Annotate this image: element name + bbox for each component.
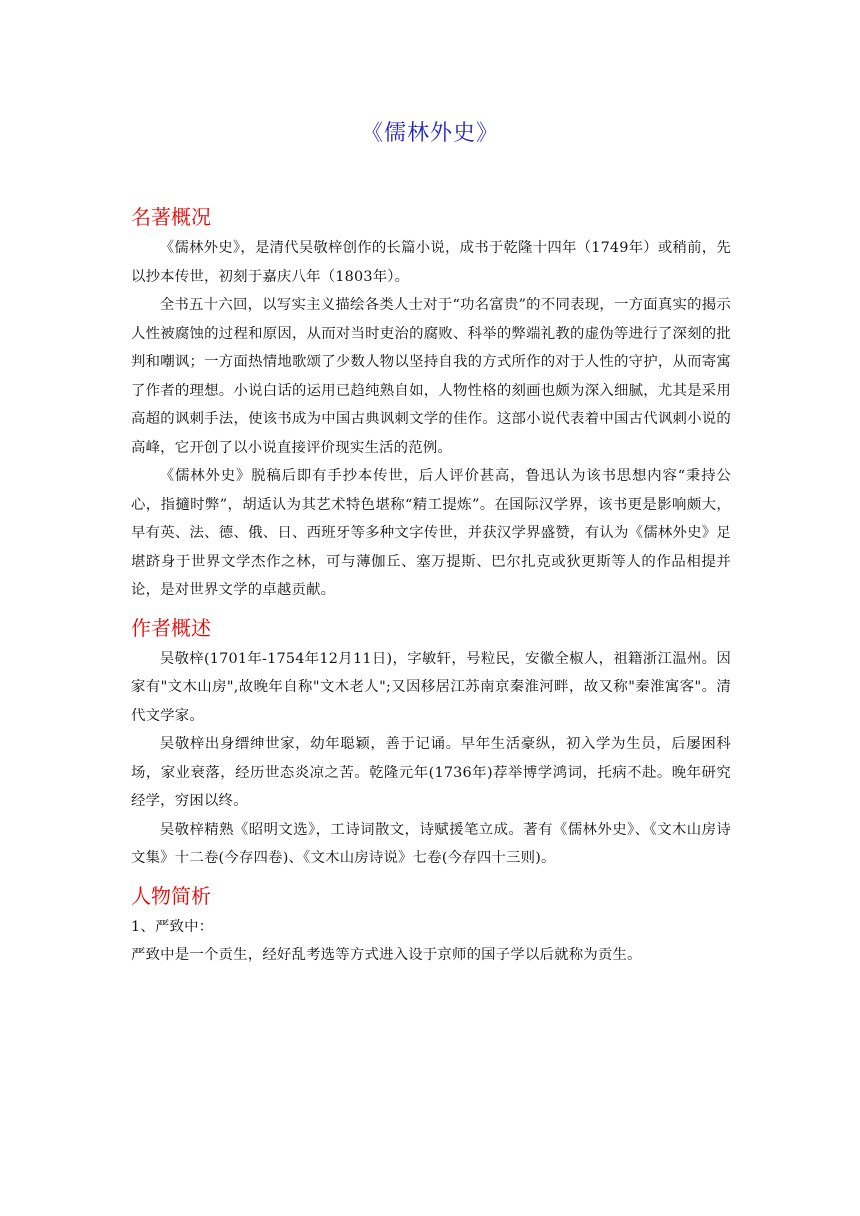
paragraph: 《儒林外史》脱稿后即有手抄本传世，后人评价甚高，鲁迅认为该书思想内容“秉持公心，指擿时弊”，胡适认为其艺术特色堪称“精工提炼”。在国际汉学界，该书更是影响颇大，早有英、法、德、俄、日、西班牙等多种文字传世，并获汉学界盛赞，有认为《儒林外史》足堪跻身于世界文学杰作之林，可与薄伽丘、塞万提斯、巴尔扎克或狄更斯等人的作品相提并论，是对世界文学的卓越贡献。 bbox=[131, 468, 731, 598]
paragraph: 严致中是一个贡生，经好乱考选等方式进入设于京师的国子学以后就称为贡生。 bbox=[131, 947, 642, 963]
document-body bbox=[131, 200, 731, 970]
paragraph: 吴敬梓出身缙绅世家，幼年聪颖，善于记诵。早年生活豪纵，初入学为生员，后屡困科场，家业衰落，经历世态炎凉之苦。乾隆元年(1736年)荐举博学鸿词，托病不赴。晚年研究经学，穷困以终。 bbox=[131, 736, 731, 809]
paragraph: 吴敬梓(1701年-1754年12月11日)，字敏轩，号粒民，安徽全椒人，祖籍浙江温州。因家有"文木山房",故晚年自称"文木老人";又因移居江苏南京秦淮河畔，故又称"秦淮寓客"。清代文学家。 bbox=[131, 650, 731, 724]
paragraph: 全书五十六回，以写实主义描绘各类人士对于“功名富贵”的不同表现，一方面真实的揭示人性被腐蚀的过程和原因，从而对当时吏治的腐败、科举的弊端礼教的虚伪等进行了深刻的批判和嘲讽；一方面热情地歌颂了少数人物以坚持自我的方式所作的对于人性的守护，从而寄寓了作者的理想。小说白话的运用已趋纯熟自如，人物性格的刻画也颇为深入细腻，尤其是采用高超的讽刺手法，使该书成为中国古典讽刺文学的佳作。这部小说代表着中国古代讽刺小说的高峰，它开创了以小说直接评价现实生活的范例。 bbox=[131, 297, 731, 456]
section-overview bbox=[131, 234, 731, 605]
paragraph: 《儒林外史》，是清代吴敬梓创作的长篇小说，成书于乾隆十四年（1749年）或稍前，先以抄本传世，初刻于嘉庆八年（1803年）。 bbox=[131, 240, 731, 285]
character-item-label: 1、严致中： bbox=[131, 918, 214, 935]
document-title: 《儒林外史》 bbox=[360, 121, 499, 146]
paragraph: 吴敬梓精熟《昭明文选》，工诗词散文，诗赋援笔立成。著有《儒林外史》、《文木山房诗文集》十二卷(今存四卷)、《文木山房诗说》七卷(今存四十三则)。 bbox=[131, 821, 731, 866]
section-author bbox=[131, 645, 731, 873]
section-heading-author: 作者概述 bbox=[131, 615, 211, 640]
section-heading-characters: 人物简析 bbox=[131, 883, 211, 908]
section-characters bbox=[131, 913, 731, 970]
section-heading-overview: 名著概况 bbox=[131, 205, 211, 229]
